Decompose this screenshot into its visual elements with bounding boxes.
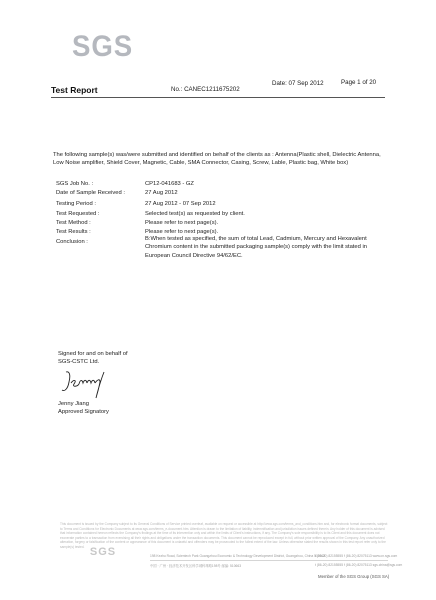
test-results-value: Please refer to next page(s). — [145, 229, 219, 235]
signed-line-2: SGS-CSTC Ltd. — [58, 358, 100, 365]
sample-received-value: 27 Aug 2012 — [145, 190, 178, 196]
signer-block — [58, 401, 178, 416]
testing-period-value: 27 Aug 2012 - 07 Sep 2012 — [145, 201, 216, 207]
sgs-stamp: SGS — [89, 546, 117, 558]
test-method-label: Test Method : — [56, 220, 91, 226]
testing-period-label: Testing Period : — [56, 201, 96, 207]
intro-paragraph: The following sample(s) was/were submitted and identified on behalf of the clients as : Antenna(Plastic shell, Dielectric Antenna, Low Noise amplifier, Shield Cover, Magnetic, Cable, SMA Connector, Casing, Screw, Lable, Plastic bag, White box) — [53, 152, 381, 167]
report-title: Test Report — [51, 85, 98, 95]
footer-member: Member of the SGS Group (SGS SA) — [318, 574, 390, 579]
signer-name: Jenny Jiang — [58, 401, 89, 407]
footer-disclaimer: This document is issued by the Company subject to its General Conditions of Service printed overleaf, available on request or accessible at http://www.sgs.com/terms_and_conditions.htm and, for electronic format documents, subject to Terms and Conditions for Electronic Documents at www.sgs.com/terms_e-document.htm. Attention is drawn to the limitation of liability, indemnification and jurisdiction issues defined therein. Any holder of this document is advised that information contained hereon reflects the Company's findings at the time of its intervention only and within the limits of Client's instructions, if any. The Company's sole responsibility is to its Client and this document does not exonerate parties to a transaction from exercising all their rights and obligations under the transaction documents. This document cannot be reproduced except in full, without prior written approval of the Company. Any unauthorized alteration, forgery or falsification of the content or appearance of this document is unlawful and offenders may be prosecuted to the fullest extent of the law. Unless otherwise stated the results shown in this test report refer only to the sample(s) tested. — [60, 522, 388, 549]
job-no-label: SGS Job No. : — [56, 181, 94, 187]
footer-address-cn: 中国 · 广州 · 经济技术开发区科学城科珠路198号 邮编: 510663 — [150, 564, 242, 568]
signed-line-1: Signed for and on behalf of — [58, 351, 128, 357]
footer-contact-2: t (86-20) 82155555 f (86-20) 82075113 sgs.china@sgs.com — [315, 563, 403, 567]
footer-contact-1: t (86-20) 82155555 f (86-20) 82075113 www.cn.sgs.com — [315, 554, 398, 558]
test-requested-label: Test Requested : — [56, 211, 100, 217]
report-date: Date: 07 Sep 2012 — [272, 80, 324, 87]
signed-on-behalf — [58, 351, 178, 366]
test-results-label: Test Results : — [56, 229, 91, 235]
page-indicator: Page 1 of 20 — [341, 79, 377, 86]
footer-divider — [150, 560, 388, 561]
conclusion-text: B:When tested as specified, the sum of total Lead, Cadmium, Mercury and Hexavalent Chromium content in the submitted packaging sample(s) comply with the limit stated in European Council Directive 94/62/EC. — [145, 236, 367, 259]
test-method-value: Please refer to next page(s). — [145, 220, 219, 226]
conclusion-label: Conclusion : — [56, 239, 88, 245]
header-divider — [51, 97, 385, 98]
sample-received-label: Date of Sample Received : — [56, 190, 125, 196]
test-requested-value: Selected test(s) as requested by client. — [145, 211, 245, 217]
report-number: No.: CANEC1211675202 — [171, 86, 240, 93]
sgs-logo: SGS — [72, 30, 134, 63]
signer-role: Approved Signatory — [58, 408, 109, 415]
footer-address-en: 198 Kezhu Road, Scientech Park Guangzhou Economic & Technology Development District, Guangzhou, China 510663 — [150, 554, 326, 558]
handwritten-signature — [60, 368, 120, 400]
job-no-value: CP12-041683 - GZ — [145, 181, 194, 187]
